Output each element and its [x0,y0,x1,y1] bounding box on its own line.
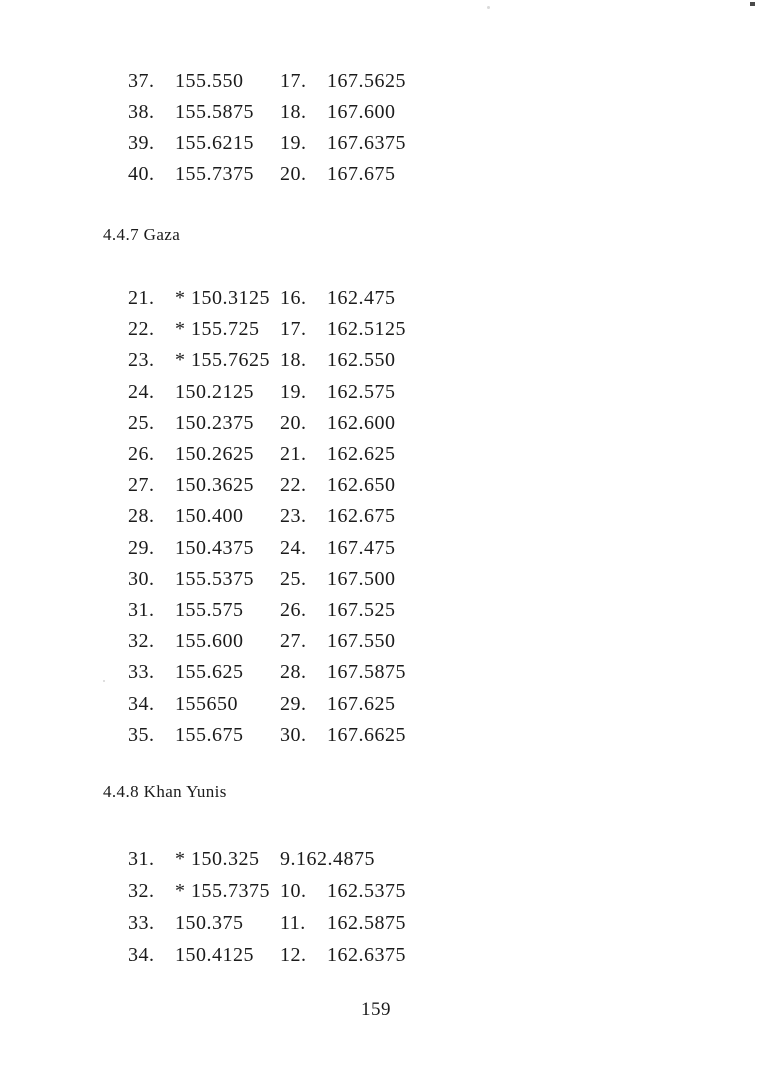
entry-number: 34. [128,692,155,715]
frequency-value: 150.375 [175,911,244,934]
entry-number: 28. [280,661,307,684]
frequency-value: 167.600 [327,101,396,123]
frequency-row [0,159,758,190]
frequency-value: 167.550 [327,630,396,653]
entry-number: 34. [128,943,155,966]
page-number: 159 [361,999,391,1020]
scan-artifact-corner [750,2,755,6]
frequency-value: 155.625 [175,661,244,684]
frequency-value: * 155.7375 [175,879,270,902]
frequency-value: 162.575 [327,380,396,403]
frequency-list-continued [0,66,758,190]
frequency-value: 150.3625 [175,474,254,497]
frequency-value: 155.5875 [175,101,254,123]
frequency-value: 162.550 [327,349,396,372]
frequency-value: * 155.725 [175,318,260,341]
frequency-value: 167.500 [327,567,396,590]
frequency-value: 162.650 [327,474,396,497]
entry-number: 29. [128,536,155,559]
frequency-value: 167.625 [327,692,396,715]
entry-number: 22. [280,474,307,497]
frequency-row [0,345,758,376]
frequency-row [0,314,758,345]
entry-number: 20. [280,163,307,185]
entry-number: 23. [128,349,155,372]
entry-number: 29. [280,692,307,715]
frequency-row [0,501,758,532]
frequency-row [0,533,758,564]
frequency-row [0,626,758,657]
frequency-value: 150.400 [175,505,244,528]
frequency-value: 155650 [175,692,238,715]
frequency-row [0,128,758,159]
frequency-value: 167.525 [327,598,396,621]
entry-number: 11. [280,911,306,934]
frequency-row [0,688,758,719]
frequency-row [0,843,758,875]
frequency-list-gaza [0,283,758,751]
entry-number: 28. [128,505,155,528]
entry-number: 21. [128,287,155,310]
frequency-value: 162.4875 [296,847,375,870]
entry-number: 22. [128,318,155,341]
frequency-value: 155.675 [175,723,244,746]
frequency-value: * 155.7625 [175,349,270,372]
entry-number: 24. [280,536,307,559]
frequency-value: * 150.325 [175,847,260,870]
frequency-value: 155.6215 [175,132,254,154]
frequency-value: 150.2375 [175,411,254,434]
entry-number: 30. [128,567,155,590]
frequency-row [0,377,758,408]
frequency-value: 162.475 [327,287,396,310]
entry-number: 16. [280,287,307,310]
frequency-value: 150.2625 [175,443,254,466]
frequency-value: 155.7375 [175,163,254,185]
section-heading-gaza: 4.4.7 Gaza [103,225,181,244]
frequency-value: 155.5375 [175,567,254,590]
entry-number: 18. [280,349,307,372]
entry-number: 19. [280,380,307,403]
entry-number: 39. [128,132,155,154]
entry-number: 26. [128,443,155,466]
frequency-value: 162.5125 [327,318,406,341]
entry-number: 21. [280,443,307,466]
entry-number: 9. [280,847,296,870]
entry-number: 26. [280,598,307,621]
frequency-value: 150.4375 [175,536,254,559]
frequency-value: 167.475 [327,536,396,559]
entry-number: 35. [128,723,155,746]
frequency-value: 167.6625 [327,723,406,746]
entry-number: 20. [280,411,307,434]
entry-number: 10. [280,879,307,902]
frequency-row [0,470,758,501]
frequency-value: 162.625 [327,443,396,466]
frequency-value: 162.6375 [327,943,406,966]
entry-number: 19. [280,132,307,154]
frequency-value: 167.5625 [327,70,406,92]
frequency-row [0,720,758,751]
frequency-value: 162.600 [327,411,396,434]
frequency-value: 167.6375 [327,132,406,154]
entry-number: 32. [128,879,155,902]
entry-number: 27. [128,474,155,497]
entry-number: 25. [280,567,307,590]
frequency-value: 162.5375 [327,879,406,902]
frequency-row [0,939,758,971]
frequency-value: 150.2125 [175,380,254,403]
frequency-row [0,408,758,439]
frequency-row [0,283,758,314]
frequency-value: 155.575 [175,598,244,621]
entry-number: 33. [128,911,155,934]
entry-number: 38. [128,101,155,123]
frequency-row [0,439,758,470]
frequency-row [0,66,758,97]
entry-number: 12. [280,943,307,966]
frequency-row [0,875,758,907]
entry-number: 17. [280,318,307,341]
frequency-value: 167.5875 [327,661,406,684]
frequency-value: 167.675 [327,163,396,185]
frequency-value: 150.4125 [175,943,254,966]
scan-artifact-dot [487,6,490,9]
entry-number: 31. [128,598,155,621]
entry-number: 17. [280,70,307,92]
frequency-row [0,564,758,595]
entry-number: 27. [280,630,307,653]
frequency-row [0,97,758,128]
frequency-value: * 150.3125 [175,287,270,310]
entry-number: 33. [128,661,155,684]
section-heading-khan-yunis: 4.4.8 Khan Yunis [103,782,227,801]
frequency-row [0,907,758,939]
entry-number: 40. [128,163,155,185]
frequency-row [0,595,758,626]
entry-number: 24. [128,380,155,403]
frequency-value: 155.550 [175,70,244,92]
entry-number: 30. [280,723,307,746]
entry-number: 32. [128,630,155,653]
frequency-value: 162.675 [327,505,396,528]
frequency-value: 155.600 [175,630,244,653]
entry-number: 31. [128,847,155,870]
frequency-row [0,657,758,688]
entry-number: 18. [280,101,307,123]
entry-number: 37. [128,70,155,92]
entry-number: 25. [128,411,155,434]
entry-number: 23. [280,505,307,528]
frequency-list-khan-yunis [0,843,758,971]
frequency-value: 162.5875 [327,911,406,934]
